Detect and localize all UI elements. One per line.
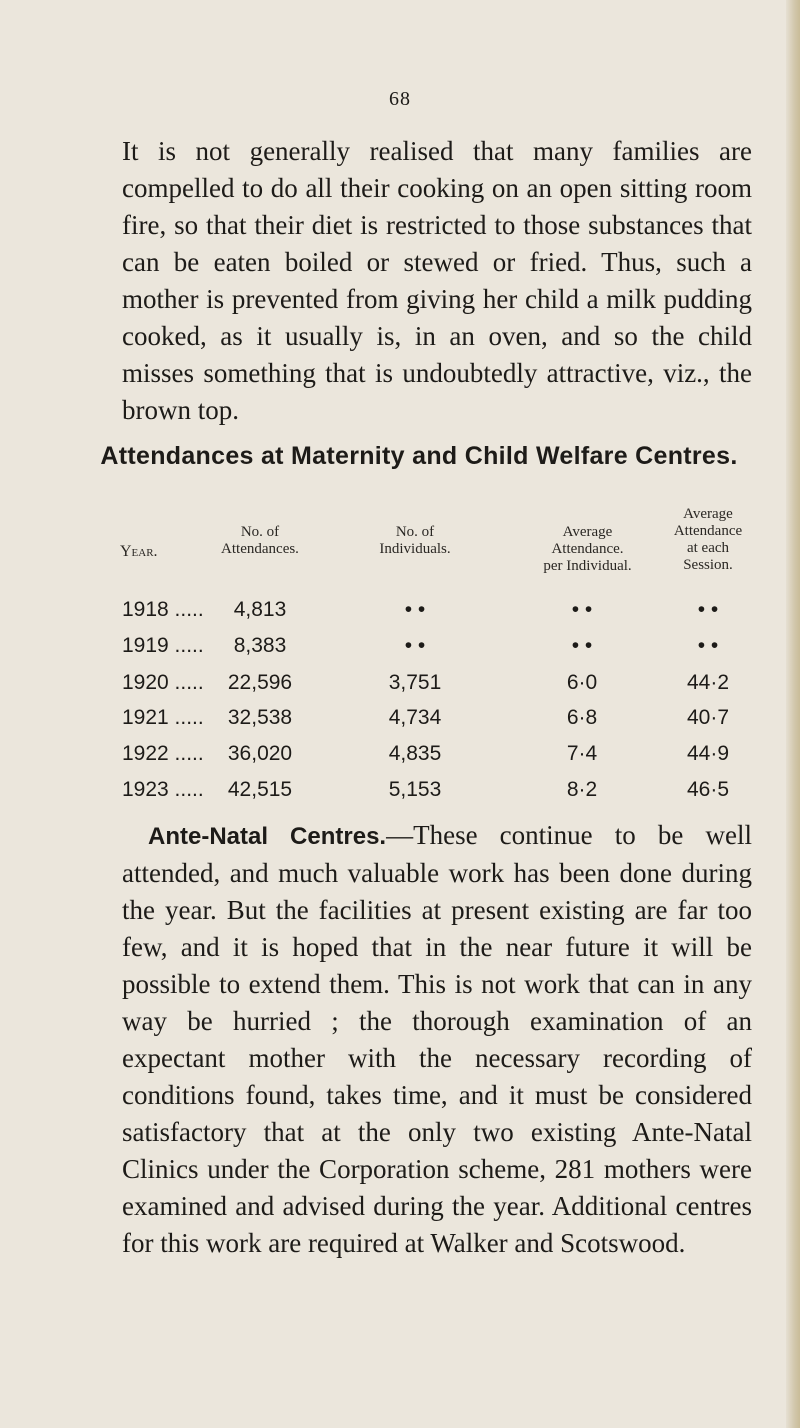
cell-average-per-session: 44·9 bbox=[686, 742, 730, 765]
intro-paragraph: It is not generally realised that many families are compelled to do all their cooking on an open sitting room fire, so that their diet is restricted to those substances that can be eaten boiled or stewed or fried. Thus, such a mother is prevented from giving her child a milk pudding cooked, as it usually is, in an oven, and so the child misses something that is undoubtedly attractive, viz., the brown top. bbox=[122, 136, 752, 425]
cell-attendances: 36,020 bbox=[227, 742, 293, 765]
table-row bbox=[0, 706, 800, 736]
cell-average-per-session: 44·2 bbox=[686, 671, 730, 694]
cell-year: 1923 ..... bbox=[122, 778, 204, 801]
cell-year: 1922 ..... bbox=[122, 742, 204, 765]
ante-natal-paragraph bbox=[122, 817, 752, 1262]
header-attendances: No. of Attendances. bbox=[221, 524, 299, 557]
ante-natal-heading: Ante-Natal Centres. bbox=[148, 823, 387, 850]
cell-average-per-individual: 8·2 bbox=[566, 778, 598, 801]
cell-average-per-session: 46·5 bbox=[686, 778, 730, 801]
cell-attendances: 42,515 bbox=[227, 778, 293, 801]
cell-attendances: 8,383 bbox=[233, 634, 287, 657]
table-row bbox=[0, 598, 800, 628]
table-row bbox=[0, 778, 800, 808]
cell-attendances: 4,813 bbox=[233, 598, 287, 621]
cell-average-per-individual: 6·0 bbox=[566, 671, 598, 694]
cell-average-per-individual: • • bbox=[571, 598, 593, 621]
cell-year: 1919 ..... bbox=[122, 634, 204, 657]
cell-individuals: • • bbox=[404, 634, 426, 657]
cell-average-per-individual: 6·8 bbox=[566, 706, 598, 729]
cell-individuals: • • bbox=[404, 598, 426, 621]
cell-individuals: 4,734 bbox=[388, 706, 442, 729]
cell-individuals: 4,835 bbox=[388, 742, 442, 765]
table-row bbox=[0, 634, 800, 664]
cell-year: 1920 ..... bbox=[122, 671, 204, 694]
cell-year: 1918 ..... bbox=[122, 598, 204, 621]
cell-average-per-session: • • bbox=[697, 634, 719, 657]
page-number: 68 bbox=[389, 88, 411, 110]
header-individuals: No. of Individuals. bbox=[379, 524, 451, 557]
table-row bbox=[0, 742, 800, 772]
cell-attendances: 32,538 bbox=[227, 706, 293, 729]
cell-year: 1921 ..... bbox=[122, 706, 204, 729]
table-title: Attendances at Maternity and Child Welfare Centres. bbox=[100, 442, 738, 470]
header-year: Year. bbox=[120, 543, 158, 560]
cell-average-per-session: 40·7 bbox=[686, 706, 730, 729]
header-average-per-session: Average Attendance at each Session. bbox=[673, 506, 743, 573]
cell-individuals: 5,153 bbox=[388, 778, 442, 801]
cell-average-per-session: • • bbox=[697, 598, 719, 621]
ante-natal-text: —These continue to be well attended, and much valuable work has been done during the year. But the facilities at present existing are far too few, and it is hoped that in the near future it will be possible to extend them. This is not work that can in any way be hurried ; the thorough examination of an expectant mother with the necessary recording of conditions found, takes time, and it must be considered satisfactory that at the only two existing Ante-Natal Clinics under the Corporation scheme, 281 mothers were examined and advised during the year. Additional centres for this work are required at Walker and Scotswood. bbox=[122, 820, 752, 1258]
cell-attendances: 22,596 bbox=[227, 671, 293, 694]
cell-individuals: 3,751 bbox=[388, 671, 442, 694]
cell-average-per-individual: • • bbox=[571, 634, 593, 657]
table-row bbox=[0, 671, 800, 701]
header-average-per-individual: Average Attendance. per Individual. bbox=[543, 524, 632, 574]
cell-average-per-individual: 7·4 bbox=[566, 742, 598, 765]
